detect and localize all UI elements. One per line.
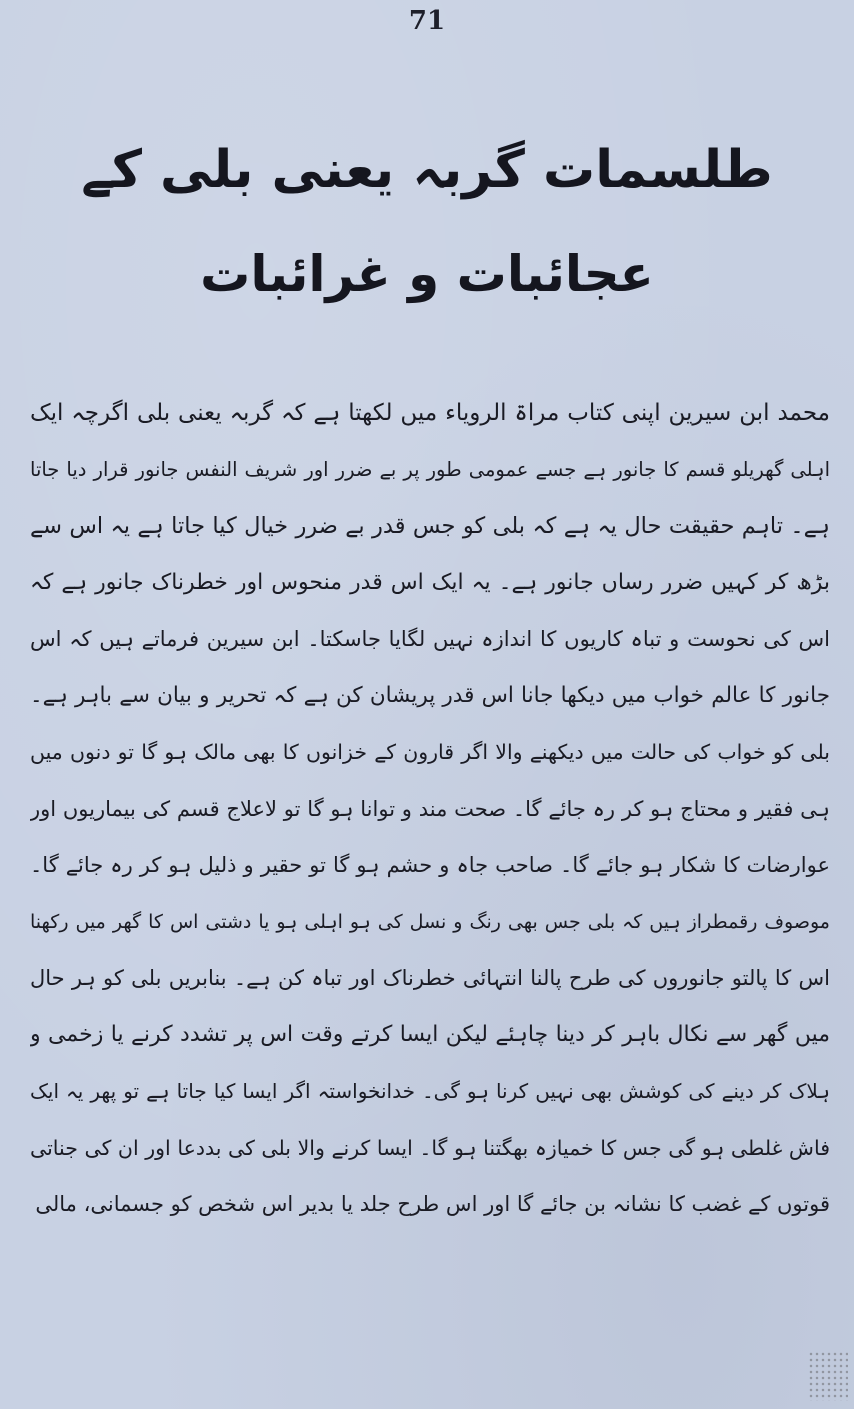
body-line: جانور کا عالم خواب میں دیکھا جانا اس قدر پریشان کن ہے کہ تحریر و بیان سے باہر ہے۔ [30,682,830,708]
body-line: بلی کو خواب کی حالت میں دیکھنے والا اگر قارون کے خزانوں کا بھی مالک ہو گا تو دنوں میں [30,740,830,764]
body-line: قوتوں کے غضب کا نشانہ بن جائے گا اور اس طرح جلد یا بدیر اس شخص کو جسمانی، مالی [35,1192,830,1216]
body-text [30,385,830,1233]
page-number: 71 [408,6,446,36]
body-line: ہلاک کر دینے کی کوشش بھی نہیں کرنا ہو گی۔ خدانخواستہ اگر ایسا کیا جاتا ہے تو پھر یہ ایک [30,1079,830,1103]
scan-speckle [808,1351,848,1401]
body-line: میں گھر سے نکال باہر کر دینا چاہئے لیکن ایسا کرتے وقت اس پر تشدد کرنے یا زخمی و [30,1021,830,1047]
body-line: موصوف رقمطراز ہیں کہ بلی جس بھی رنگ و نسل کی ہو اہلی ہو یا دشتی اس کا گھر میں رکھنا [30,910,830,933]
body-line: فاش غلطی ہو گی جس کا خمیازہ بھگتنا ہو گا۔ ایسا کرنے والا بلی کی بددعا اور ان کی جناتی [30,1135,830,1160]
body-line: بڑھ کر کہیں ضرر رساں جانور ہے۔ یہ ایک اس قدر منحوس اور خطرناک جانور ہے کہ [30,569,830,595]
body-line: ہی فقیر و محتاج ہو کر رہ جائے گا۔ صحت مند و توانا ہو گا تو لاعلاج قسم کی بیماریوں اور [30,796,830,821]
chapter-title-line-2: عجائبات و غرائبات [200,245,654,303]
body-line: محمد ابن سیرین اپنی کتاب مراۃ الرویاء میں لکھتا ہے کہ گربہ یعنی بلی اگرچہ ایک [30,400,830,426]
body-line: ہے۔ تاہم حقیقت حال یہ ہے کہ بلی کو جس قدر بے ضرر خیال کیا جاتا ہے یہ اس سے [30,513,830,539]
chapter-title-line-1: طلسمات گربہ یعنی بلی کے [81,140,773,200]
body-line: عوارضات کا شکار ہو جائے گا۔ صاحب جاہ و حشم ہو گا تو حقیر و ذلیل ہو کر رہ جائے گا۔ [30,853,830,877]
body-line: اس کا پالتو جانوروں کی طرح پالنا انتہائی خطرناک اور تباہ کن ہے۔ بنابریں بلی کو ہر حال [30,966,830,990]
body-line: اہلی گھریلو قسم کا جانور ہے جسے عمومی طور پر بے ضرر اور شریف النفس جانور قرار دیا جاتا [30,457,830,481]
body-line: اس کی نحوست و تباہ کاریوں کا اندازہ نہیں لگایا جاسکتا۔ ابن سیرین فرماتے ہیں کہ اس [30,627,830,651]
